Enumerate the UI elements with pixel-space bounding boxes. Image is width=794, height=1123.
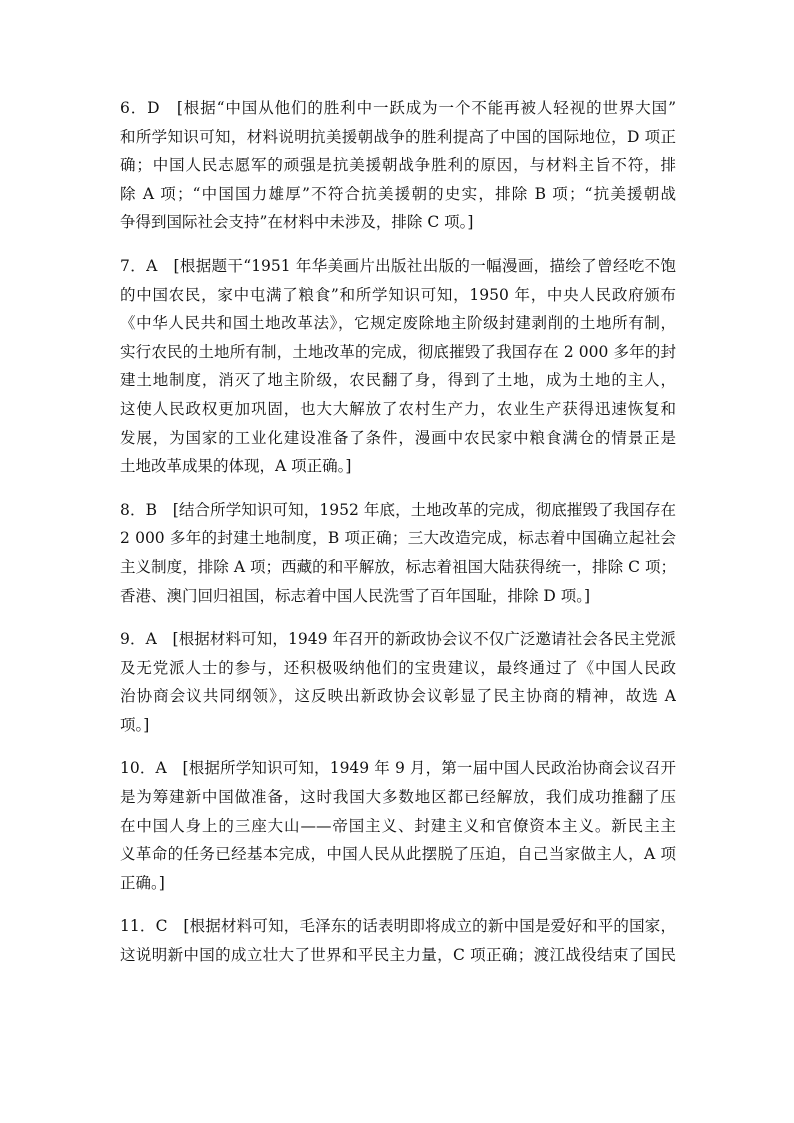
answer-11 bbox=[120, 912, 676, 969]
text-line: 主义制度，排除 A 项；西藏的和平解放，标志着祖国大陆获得统一，排除 C 项； bbox=[120, 557, 676, 576]
text-line: 11．C [根据材料可知，毛泽东的话表明即将成立的新中国是爱好和平的国家， bbox=[120, 917, 676, 936]
text-line: 实行农民的土地所有制，土地改革的完成，彻底摧毁了我国存在 2 000 多年的封 bbox=[120, 342, 676, 361]
answer-10 bbox=[120, 754, 676, 897]
answer-explanations bbox=[120, 94, 676, 985]
text-line: 这说明新中国的成立壮大了世界和平民主力量，C 项正确；渡江战役结束了国民 bbox=[120, 946, 676, 965]
text-line: 及无党派人士的参与，还积极吸纳他们的宝贵建议，最终通过了《中国人民政 bbox=[120, 658, 676, 677]
text-line: 10．A [根据所学知识可知，1949 年 9 月，第一届中国人民政治协商会议召开 bbox=[120, 759, 676, 778]
text-line: 正确。] bbox=[120, 873, 165, 892]
answer-6 bbox=[120, 94, 676, 237]
text-line: 在中国人身上的三座大山——帝国主义、封建主义和官僚资本主义。新民主主 bbox=[120, 816, 676, 835]
text-line: 香港、澳门回归祖国，标志着中国人民洗雪了百年国耻，排除 D 项。] bbox=[120, 586, 591, 605]
text-line: 这使人民政权更加巩固，也大大解放了农村生产力，农业生产获得迅速恢复和 bbox=[120, 399, 676, 418]
text-line: 确；中国人民志愿军的顽强是抗美援朝战争胜利的原因，与材料主旨不符，排 bbox=[120, 156, 676, 175]
text-line: 2 000 多年的封建土地制度，B 项正确；三大改造完成，标志着中国确立起社会 bbox=[120, 529, 676, 548]
text-line: 土地改革成果的体现，A 项正确。] bbox=[120, 457, 352, 476]
text-line: 的中国农民，家中屯满了粮食”和所学知识可知，1950 年，中央人民政府颁布 bbox=[120, 285, 676, 304]
text-line: 项。] bbox=[120, 715, 150, 734]
answer-7 bbox=[120, 252, 676, 481]
answer-9 bbox=[120, 625, 676, 739]
text-line: 治协商会议共同纲领》，这反映出新政协会议彰显了民主协商的精神，故选 A bbox=[120, 687, 676, 706]
text-line: 义革命的任务已经基本完成，中国人民从此摆脱了压迫，自己当家做主人，A 项 bbox=[120, 845, 676, 864]
text-line: 发展，为国家的工业化建设准备了条件，漫画中农民家中粮食满仓的情景正是 bbox=[120, 428, 676, 447]
text-line: 除 A 项；“中国国力雄厚”不符合抗美援朝的史实，排除 B 项；“抗美援朝战 bbox=[120, 184, 676, 203]
text-line: 6．D [根据“中国从他们的胜利中一跃成为一个不能再被人轻视的世界大国” bbox=[120, 99, 676, 117]
text-line: 8．B [结合所学知识可知，1952 年底，土地改革的完成，彻底摧毁了我国存在 bbox=[120, 500, 676, 519]
text-line: 7．A [根据题干“1951 年华美画片出版社出版的一幅漫画，描绘了曾经吃不饱 bbox=[120, 256, 676, 275]
text-line: 9．A [根据材料可知，1949 年召开的新政协会议不仅广泛邀请社会各民主党派 bbox=[120, 630, 676, 649]
text-line: 争得到国际社会支持”在材料中未涉及，排除 C 项。] bbox=[120, 213, 474, 232]
text-line: 《中华人民共和国土地改革法》，它规定废除地主阶级封建剥削的土地所有制， bbox=[120, 314, 676, 333]
answer-8 bbox=[120, 496, 676, 610]
text-line: 是为筹建新中国做准备，这时我国大多数地区都已经解放，我们成功推翻了压 bbox=[120, 788, 676, 807]
text-line: 建土地制度，消灭了地主阶级，农民翻了身，得到了土地，成为土地的主人， bbox=[120, 371, 676, 390]
text-line: 和所学知识可知，材料说明抗美援朝战争的胜利提高了中国的国际地位，D 项正 bbox=[120, 127, 676, 146]
